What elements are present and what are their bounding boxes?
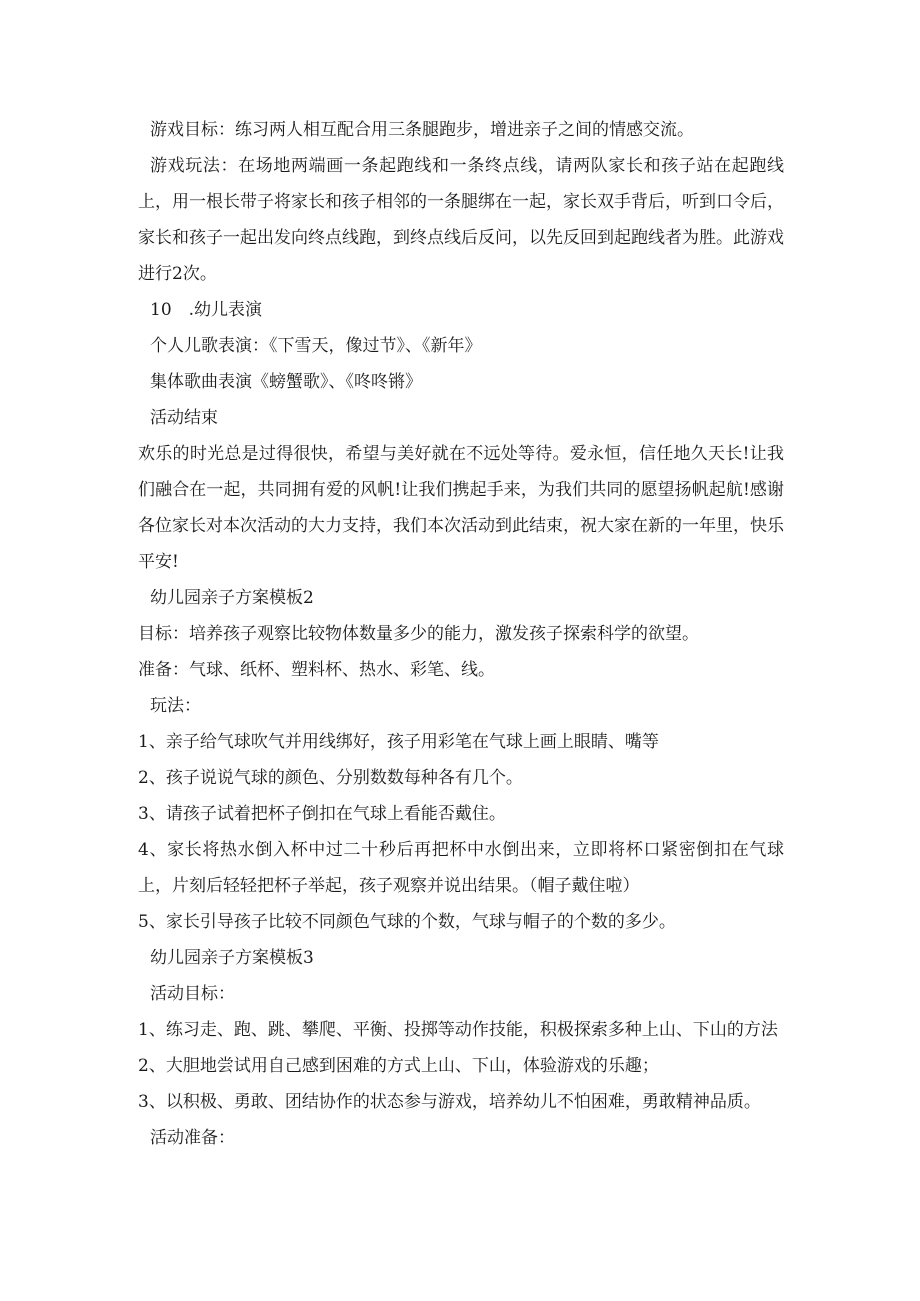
list-item-step-3: 3、请孩子试着把杯子倒扣在气球上看能否戴住。 bbox=[138, 804, 506, 824]
section-heading-activity-end: 活动结束 bbox=[150, 408, 218, 428]
list-item-goal-1: 1、练习走、跑、跳、攀爬、平衡、投掷等动作技能，积极探索多种上山、下山的方法 bbox=[138, 1020, 778, 1040]
list-item-goal-3: 3、以积极、勇敢、团结协作的状态参与游戏，培养幼儿不怕困难，勇敢精神品质。 bbox=[138, 1092, 761, 1112]
list-item-step-1: 1、亲子给气球吹气并用线绑好，孩子用彩笔在气球上画上眼睛、嘴等 bbox=[138, 732, 659, 752]
paragraph-template2-howto: 玩法： bbox=[150, 696, 201, 716]
paragraph-solo-songs: 个人儿歌表演：《下雪天，像过节》、《新年》 bbox=[150, 336, 482, 356]
paragraph-template2-goal: 目标：培养孩子观察比较物体数量多少的能力，激发孩子探索科学的欲望。 bbox=[138, 624, 699, 644]
section-heading-template-3: 幼儿园亲子方案模板3 bbox=[150, 948, 314, 968]
paragraph-template2-preparation: 准备：气球、纸杯、塑料杯、热水、彩笔、线。 bbox=[138, 660, 495, 680]
paragraph-game-rules: 游戏玩法：在场地两端画一条起跑线和一条终点线，请两队家长和孩子站在起跑线上，用一根长带子将家长和孩子相邻的一条腿绑在一起，家长双手背后，听到口令后，家长和孩子一起出发向终点线跑，到终点线后反问，以先反回到起跑线者为胜。此游戏进行2次。 bbox=[138, 156, 784, 284]
list-item-step-5: 5、家长引导孩子比较不同颜色气球的个数，气球与帽子的个数的多少。 bbox=[138, 912, 676, 932]
list-item-goal-2: 2、大胆地尝试用自己感到困难的方式上山、下山，体验游戏的乐趣； bbox=[138, 1056, 659, 1076]
section-heading-template-2: 幼儿园亲子方案模板2 bbox=[150, 588, 314, 608]
document-body bbox=[138, 112, 784, 1156]
paragraph-template3-goals-label: 活动目标： bbox=[150, 984, 235, 1004]
list-item-step-2: 2、孩子说说气球的颜色、分别数数每种各有几个。 bbox=[138, 768, 523, 788]
paragraph-game-goal: 游戏目标：练习两人相互配合用三条腿跑步，增进亲子之间的情感交流。 bbox=[150, 120, 694, 140]
paragraph-closing-remarks: 欢乐的时光总是过得很快，希望与美好就在不远处等待。爱永恒，信任地久天长!让我们融合在一起，共同拥有爱的风帆!让我们携起手来，为我们共同的愿望扬帆起航!感谢各位家长对本次活动的大力支持，我们本次活动到此结束，祝大家在新的一年里，快乐平安! bbox=[138, 444, 784, 572]
paragraph-template3-preparation-label: 活动准备： bbox=[150, 1128, 235, 1148]
section-heading-performance: 10 .幼儿表演 bbox=[150, 300, 263, 320]
list-item-step-4: 4、家长将热水倒入杯中过二十秒后再把杯中水倒出来，立即将杯口紧密倒扣在气球上，片刻后轻轻把杯子举起，孩子观察并说出结果。（帽子戴住啦） bbox=[138, 840, 784, 896]
paragraph-group-songs: 集体歌曲表演《螃蟹歌》、《咚咚锵》 bbox=[150, 372, 422, 392]
